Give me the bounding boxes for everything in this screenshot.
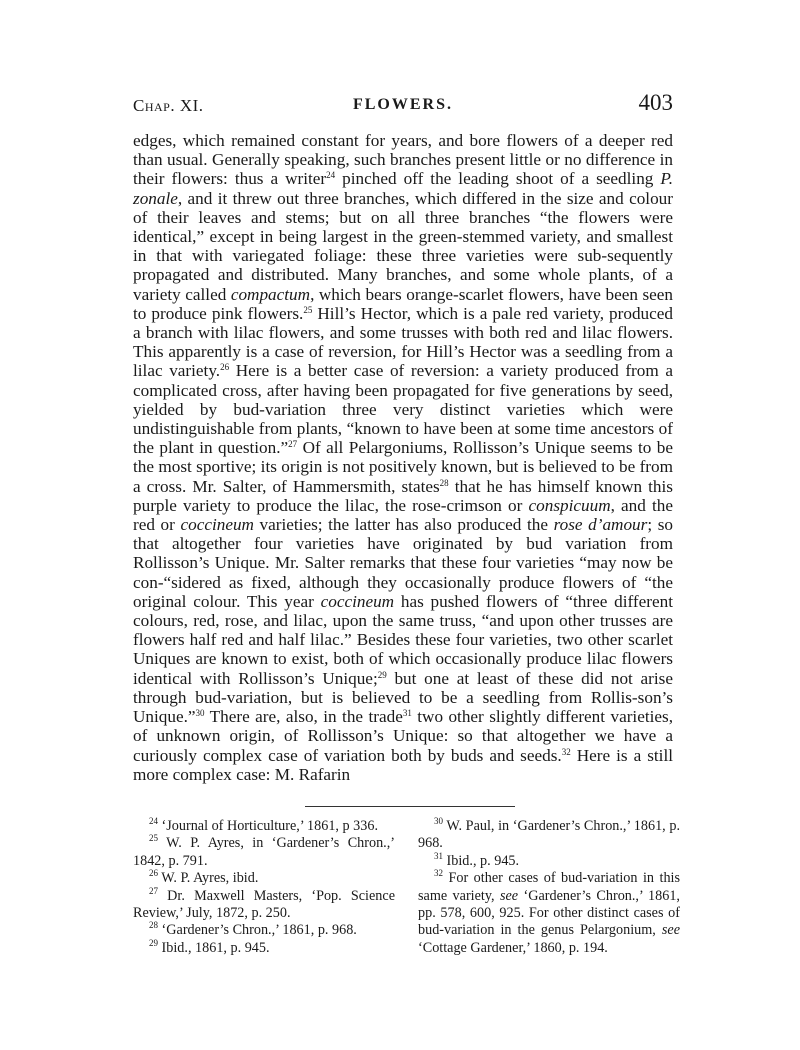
main-paragraph: edges, which remained constant for years, and bore flowers of a deeper red than usual. Generally speaking, such branches present little or no difference in their flowers: thus a writer$^{24}$ pinched off the leading shoot of a seedling P. zonale, and it threw out three branches, which differed in the size and colour of their leaves and stems; but on all three branches “the flowers were identical,” except in being largest in the green-stemmed variety, and smallest in that with variegated foliage: these three varieties were sub-sequently propagated and distributed. Many branches, and some whole plants, of a variety called compactum, which bears orange-scarlet flowers, have been seen to produce pink flowers.$^{25}$ Hill’s Hector, which is a pale red variety, produced a branch with lilac flowers, and some trusses with both red and lilac flowers. This apparently is a case of reversion, for Hill’s Hector was a seedling from a lilac variety.$^{26}$ Here is a better case of reversion: a variety produced from a complicated cross, after having been propagated for five generations by seed, yielded by bud-variation three very distinct varieties which were undistinguishable from plants, “known to have been at some time ancestors of the plant in question.”$^{27}$ Of all Pelargoniums, Rollisson’s Unique seems to be the most sportive; its origin is not positively known, but is believed to be from a cross. Mr. Salter, of Hammersmith, states$^{28}$ that he has himself known this purple variety to produce the lilac, the rose-crimson or conspicuum, and the red or coccineum varieties; the latter has also produced the rose d’amour; so that altogether four varieties have originated by bud variation from Rollisson’s Unique. Mr. Salter remarks that these four varieties “may now be con-“sidered as fixed, although they occasionally produce flowers of “the original colour. This year coccineum has pushed flowers of “three different colours, red, rose, and lilac, upon the same truss, “and upon other trusses are flowers half red and half lilac.” Besides these four varieties, two other scarlet Uniques are known to exist, both of which occasionally produce lilac flowers identical with Rollisson’s Unique;$^{29}$ but one at least of these did not arise through bud-variation, but is believed to be a seedling from Rollis-son’s Unique.”$^{30}$ There are, also, in the trade$^{31}$ two other slightly different varieties, of unknown origin, of Rollisson’s Unique: so that altogether we have a curiously complex case of variation both by buds and seeds.$^{32}$ Here is a still more complex case: M. Rafarin [133,131,674,784]
main-text [133,131,673,784]
footnote: $^{29}$ Ibid., 1861, p. 945. [149,937,270,956]
section-title: FLOWERS. [352,96,453,113]
footnote: $^{31}$ Ibid., p. 945. [434,850,520,869]
page-number: 403 [638,90,673,115]
footnote-rule [305,806,515,807]
footnotes-right-column [418,818,680,957]
footnote: $^{28}$ ‘Gardener’s Chron.,’ 1861, p. 968. [149,920,357,939]
footnote: $^{27}$ Dr. Maxwell Masters, ‘Pop. Science Review,’ July, 1872, p. 250. [133,885,395,922]
footnotes-left-column [133,818,395,957]
footnote: $^{30}$ W. Paul, in ‘Gardener’s Chron.,’ 1861, p. 968. [418,816,680,852]
footnote: $^{25}$ W. P. Ayres, in ‘Gardener’s Chron.,’ 1842, p. 791. [133,833,395,869]
footnote: $^{24}$ ‘Journal of Horticulture,’ 1861, p 336. [149,816,378,834]
chapter-label: Chap. XI. [133,96,204,115]
footnote: $^{32}$ For other cases of bud-variation in this same variety, see ‘Gardener’s Chron.,’ 1861, pp. 578, 600, 925. For other distinct cases of bud-variation in the genus Pelargonium, see ‘Cottage Gardener,’ 1860, p. 194. [418,868,680,956]
running-head [133,90,673,124]
footnote: $^{26}$ W. P. Ayres, ibid. [149,868,259,887]
